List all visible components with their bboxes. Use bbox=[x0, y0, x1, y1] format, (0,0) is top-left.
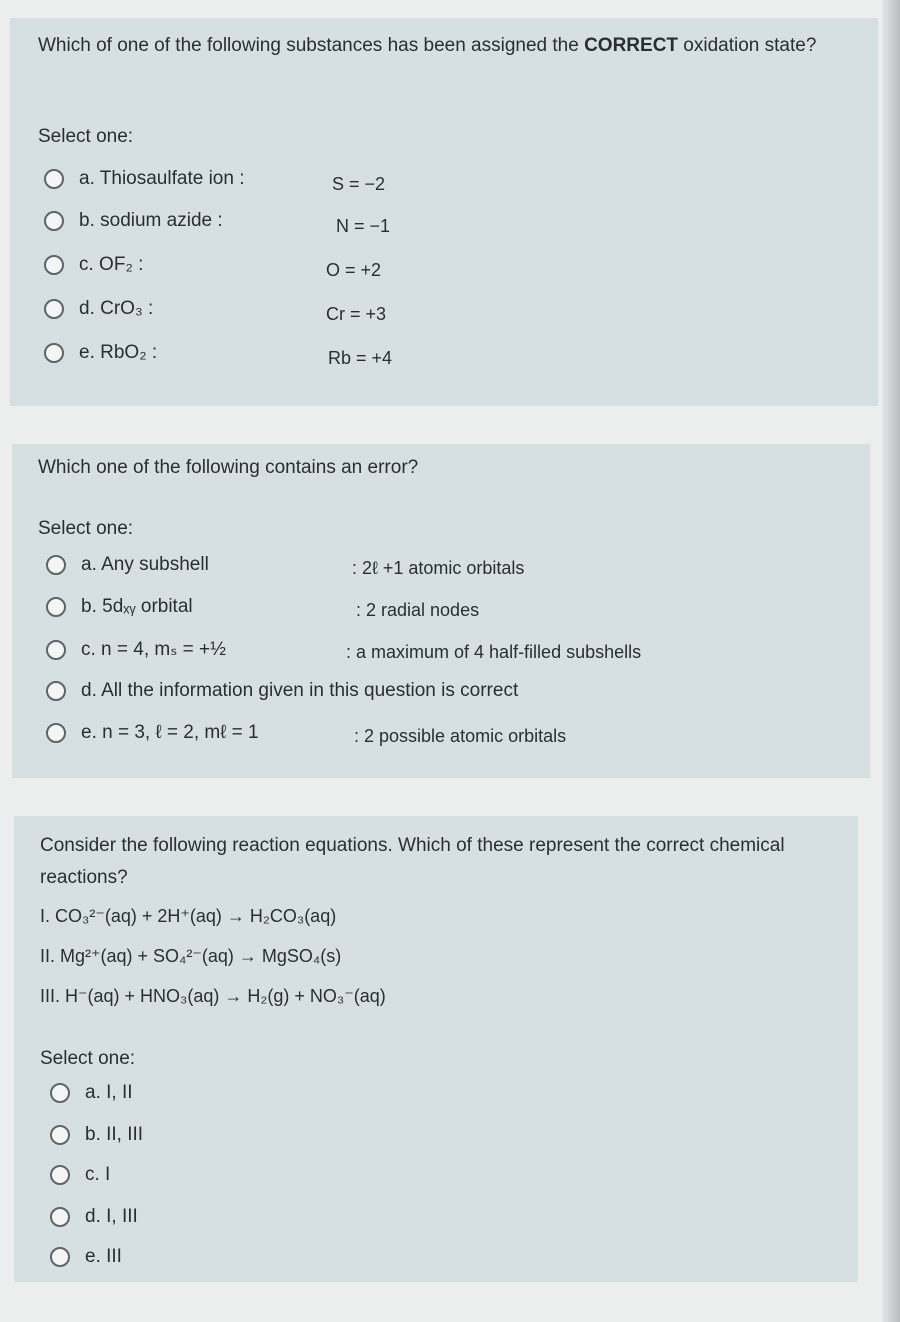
option-a[interactable] bbox=[50, 1082, 133, 1104]
equation-2: II. Mg²⁺(aq) + SO₄²⁻(aq) → MgSO₄(s) bbox=[40, 946, 342, 966]
option-label: b. 5dₓᵧ orbital bbox=[81, 596, 193, 617]
option-label: d. CrO₃ : bbox=[79, 298, 154, 319]
option-label: e. RbO₂ : bbox=[79, 342, 158, 363]
radio-button[interactable] bbox=[50, 1247, 70, 1267]
option-label: b. sodium azide : bbox=[79, 210, 223, 231]
page-edge-shadow bbox=[882, 0, 900, 1322]
radio-button[interactable] bbox=[46, 555, 66, 575]
question-emphasis: CORRECT bbox=[584, 35, 679, 56]
option-label: e. n = 3, ℓ = 2, mℓ = 1 bbox=[81, 722, 259, 743]
option-value: Rb = +4 bbox=[328, 348, 393, 368]
option-value: : 2ℓ +1 atomic orbitals bbox=[352, 558, 525, 578]
radio-button[interactable] bbox=[46, 640, 66, 660]
option-b[interactable] bbox=[44, 210, 223, 232]
option-label: b. II, III bbox=[85, 1124, 144, 1145]
question-card-2 bbox=[12, 444, 870, 778]
option-value: : 2 possible atomic orbitals bbox=[354, 726, 567, 746]
radio-button[interactable] bbox=[44, 343, 64, 363]
option-d[interactable] bbox=[44, 298, 153, 320]
option-d[interactable] bbox=[50, 1206, 138, 1228]
radio-button[interactable] bbox=[44, 299, 64, 319]
option-label: c. OF₂ : bbox=[79, 254, 144, 275]
option-b[interactable] bbox=[46, 596, 193, 618]
option-label: a. I, II bbox=[85, 1082, 133, 1103]
question-text-part: oxidation state? bbox=[678, 35, 817, 56]
option-c[interactable] bbox=[46, 638, 226, 661]
option-a[interactable] bbox=[46, 554, 209, 576]
question-card-1 bbox=[10, 18, 878, 406]
radio-button[interactable] bbox=[44, 169, 64, 189]
option-value: S = −2 bbox=[332, 174, 386, 194]
option-label: a. Any subshell bbox=[81, 554, 209, 575]
radio-button[interactable] bbox=[46, 681, 66, 701]
radio-button[interactable] bbox=[44, 211, 64, 231]
option-value: O = +2 bbox=[326, 260, 382, 280]
select-one-label: Select one: bbox=[40, 1048, 136, 1069]
equation-3: III. H⁻(aq) + HNO₃(aq) → H₂(g) + NO₃⁻(aq) bbox=[40, 986, 386, 1006]
option-b[interactable] bbox=[50, 1124, 143, 1146]
option-a[interactable] bbox=[44, 168, 244, 190]
option-value: N = −1 bbox=[336, 216, 391, 236]
question-text-part: Which of one of the following substances has been assigned the bbox=[38, 35, 585, 56]
option-e[interactable] bbox=[46, 722, 259, 744]
option-value: : a maximum of 4 half-filled subshells bbox=[346, 642, 642, 662]
radio-button[interactable] bbox=[50, 1207, 70, 1227]
option-c[interactable] bbox=[44, 254, 143, 276]
option-d[interactable] bbox=[46, 680, 518, 702]
option-c[interactable] bbox=[50, 1164, 110, 1186]
option-value: Cr = +3 bbox=[326, 304, 387, 324]
question-text: Consider the following reaction equations. Which of these represent the correct chemical reactions? bbox=[40, 835, 785, 888]
radio-button[interactable] bbox=[44, 255, 64, 275]
question-text: Which one of the following contains an error? bbox=[38, 457, 419, 478]
radio-button[interactable] bbox=[46, 597, 66, 617]
option-value: : 2 radial nodes bbox=[356, 600, 480, 620]
question-card-3 bbox=[14, 816, 858, 1282]
option-e[interactable] bbox=[50, 1246, 122, 1268]
question-text bbox=[38, 30, 858, 62]
option-label: d. All the information given in this question is correct bbox=[81, 680, 519, 701]
select-one-label: Select one: bbox=[38, 126, 134, 147]
radio-button[interactable] bbox=[50, 1125, 70, 1145]
option-label: c. n = 4, mₛ = +½ bbox=[81, 639, 226, 660]
radio-button[interactable] bbox=[50, 1165, 70, 1185]
option-label: e. III bbox=[85, 1246, 122, 1267]
equation-1: I. CO₃²⁻(aq) + 2H⁺(aq) → H₂CO₃(aq) bbox=[40, 906, 337, 926]
radio-button[interactable] bbox=[50, 1083, 70, 1103]
select-one-label: Select one: bbox=[38, 518, 134, 539]
option-label: d. I, III bbox=[85, 1206, 138, 1227]
radio-button[interactable] bbox=[46, 723, 66, 743]
option-e[interactable] bbox=[44, 342, 157, 364]
option-label: c. I bbox=[85, 1164, 111, 1185]
option-label: a. Thiosaulfate ion : bbox=[79, 168, 245, 189]
